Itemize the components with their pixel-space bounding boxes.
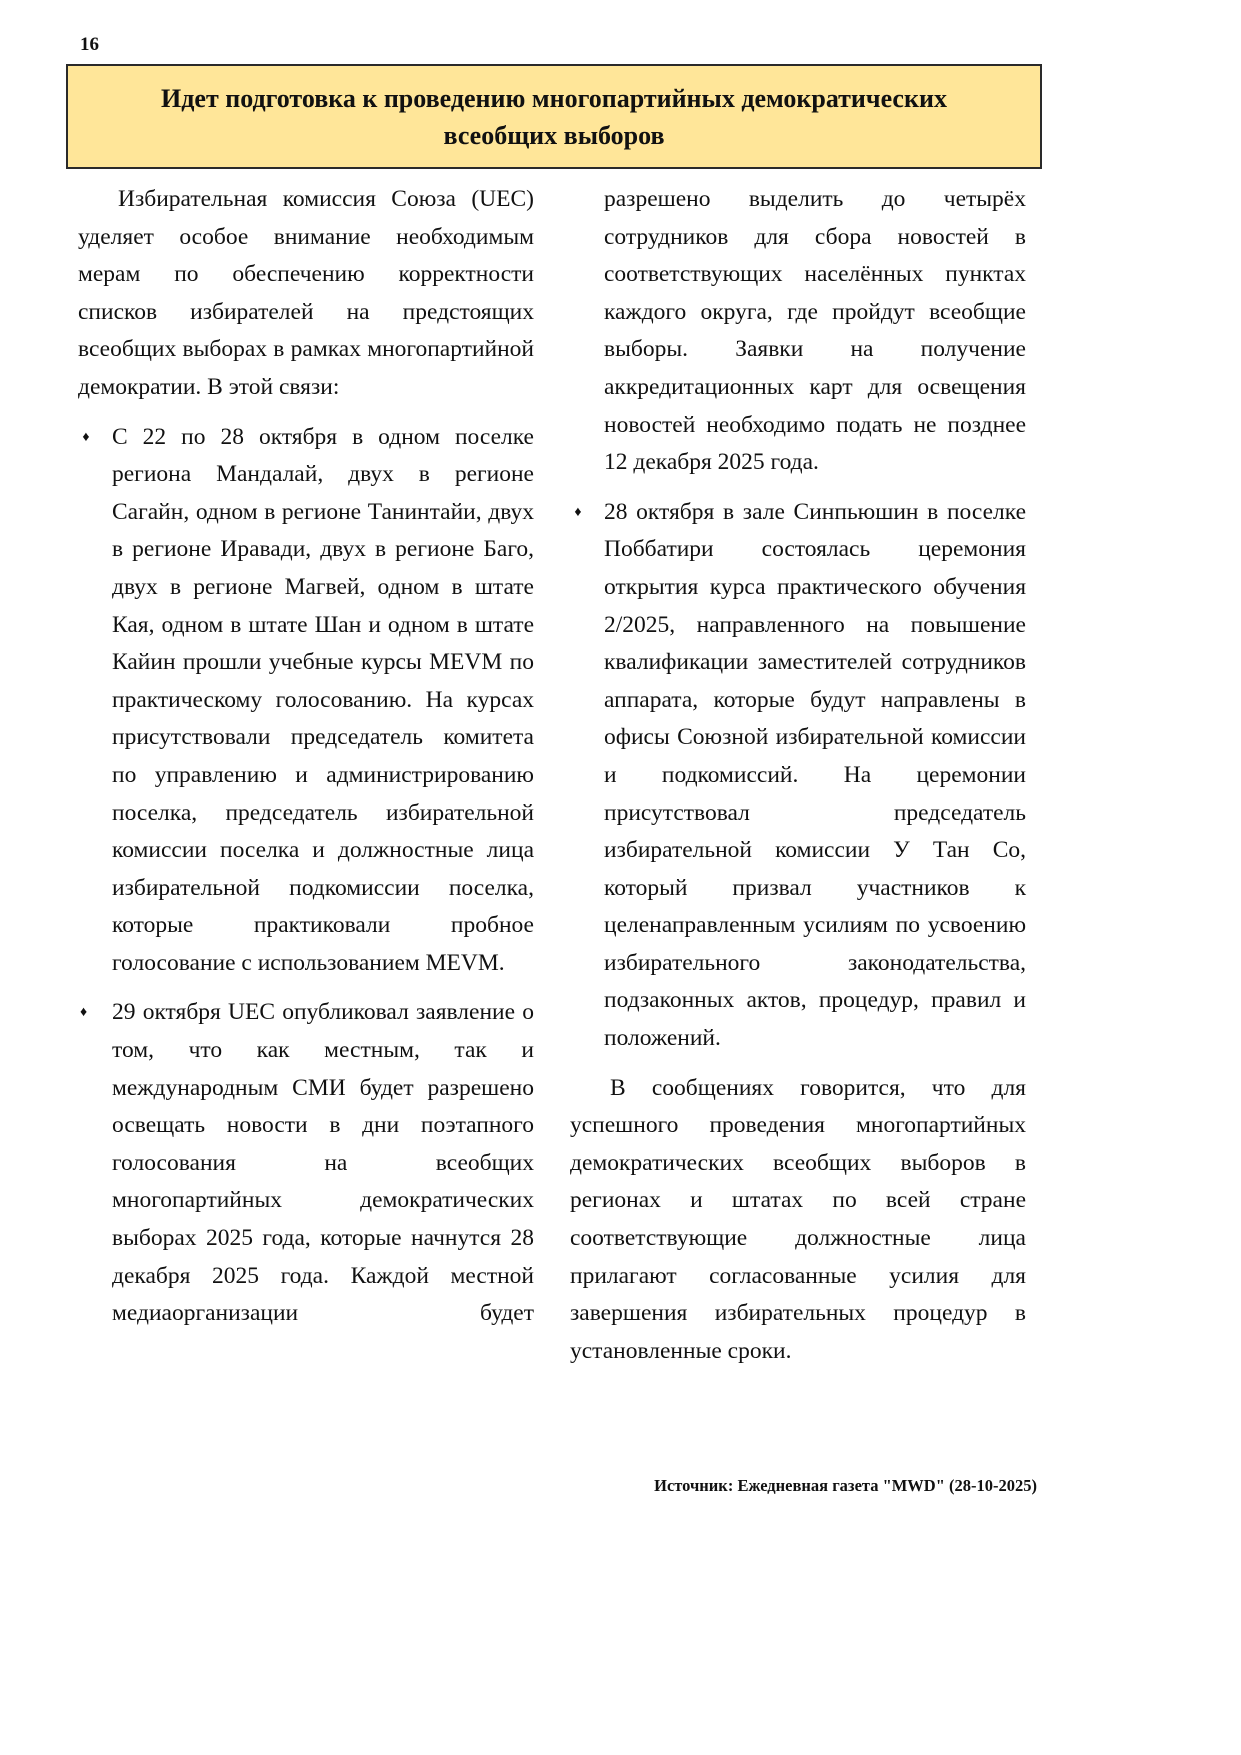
title-banner <box>66 64 1042 169</box>
page-number: 16 <box>80 34 99 55</box>
left-column <box>78 181 534 1345</box>
list-item-text: 29 октября UEC опубликовал заявление о том, что как местным, так и международным СМИ будет разрешено освещать новости в дни поэтапного голосования на всеобщих многопартийных демократических выборах 2025 года, которые начнутся 28 декабря 2025 года. Каждой местной медиаорганизации будет <box>112 999 534 1327</box>
list-item-text: С 22 по 28 октября в одном поселке региона Мандалай, двух в регионе Сагайн, одном в регионе Танинтайи, двух в регионе Иравади, двух в регионе Баго, двух в регионе Магвей, одном в штате Кая, одном в штате Шан и одном в штате Кайин прошли учебные курсы MEVM по практическому голосованию. На курсах присутствовали председатель комитета по управлению и администрированию поселка, председатель избирательной комиссии поселка и должностные лица избирательной подкомиссии поселка, которые практиковали пробное голосование с использованием MEVM. <box>112 423 534 976</box>
list-item <box>570 494 1026 1058</box>
diamond-bullet-icon: ♦ <box>82 429 90 445</box>
list-item-continuation: разрешено выделить до четырёх сотрудников для сбора новостей в соответствующих населённых пунктах каждого округа, где пройдут всеобщие выборы. Заявки на получение аккредитационных карт для освещения новостей необходимо подать не позднее 12 декабря 2025 года. <box>604 186 1026 476</box>
source-citation: Источник: Ежедневная газета "MWD" (28-10-2025) <box>654 1476 1037 1495</box>
list-item <box>78 419 534 983</box>
page-title: Идет подготовка к проведению многопартийных демократических всеобщих выборов <box>161 83 947 150</box>
diamond-bullet-icon: ♦ <box>574 504 582 520</box>
right-column <box>570 181 1026 1382</box>
list-item-text: 28 октября в зале Синпьюшин в поселке Поббатири состоялась церемония открытия курса практического обучения 2/2025, направленного на повышение квалификации заместителей сотрудников аппарата, которые будут направлены в офисы Союзной избирательной комиссии и подкомиссий. На церемонии присутствовал председатель избирательной комиссии У Тан Со, который призвал участников к целенаправленным усилиям по усвоению избирательного законодательства, подзаконных актов, процедур, правил и положений. <box>604 498 1026 1052</box>
intro-paragraph: Избирательная комиссия Союза (UEC) уделяет особое внимание необходимым мерам по обеспечению корректности списков избирателей на предстоящих всеобщих выборах в рамках многопартийной демократии. В этой связи: <box>78 186 534 400</box>
list-item <box>78 994 534 1332</box>
conclusion-paragraph: В сообщениях говорится, что для успешного проведения многопартийных демократических всеобщих выборов в регионах и штатах по всей стране соответствующие должностные лица прилагают согласованные усилия для завершения избирательных процедур в установленные сроки. <box>570 1074 1026 1364</box>
diamond-bullet-icon: ♦ <box>80 1005 88 1021</box>
